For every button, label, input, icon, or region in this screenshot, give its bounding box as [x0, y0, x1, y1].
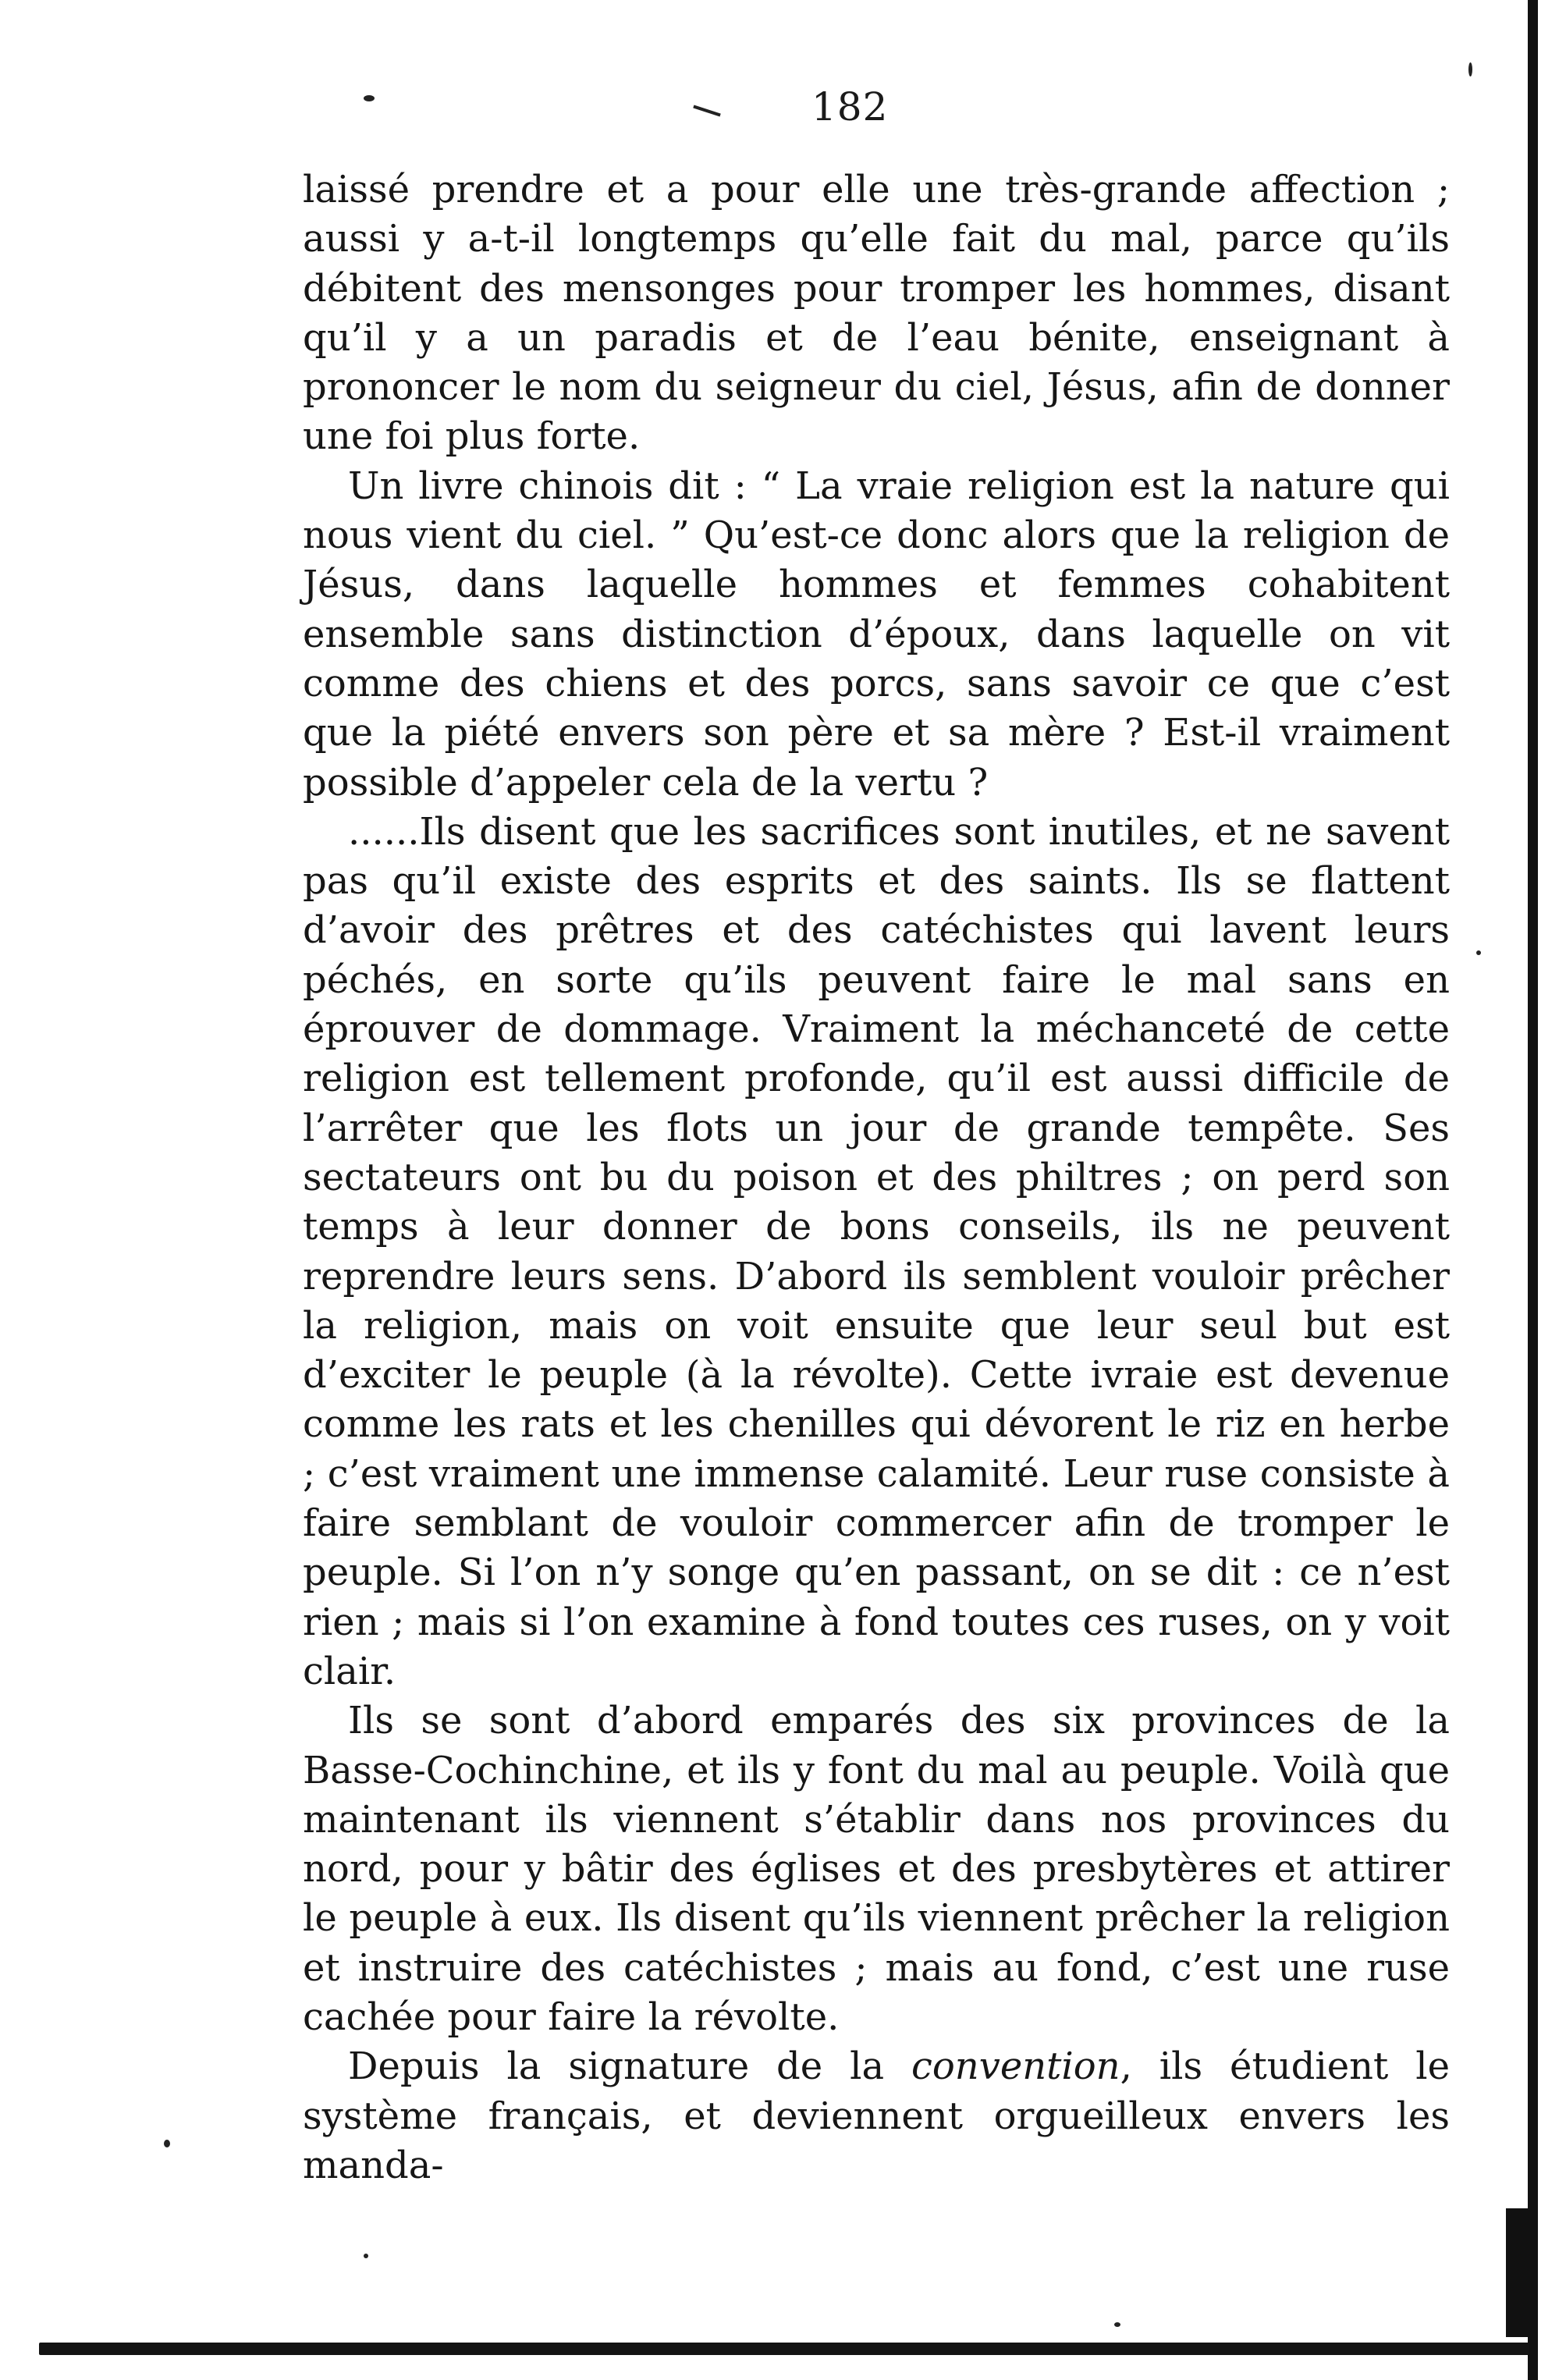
paragraph-5-start: Depuis la signature de la [348, 2044, 911, 2089]
scan-speck [164, 2140, 170, 2147]
page-number: 182 [811, 84, 889, 130]
paragraph-1: laissé prendre et a pour elle une très-grande affection ; aussi y a-t-il longtemps qu’elle fait du mal, parce qu’ils débitent des mensonges pour tromper les hommes, disant qu’il y a un paradis et de l’eau bénite, enseignant à prononcer le nom du seigneur du ciel, Jésus, afin de donner une foi plus forte. [303, 168, 1450, 459]
paragraph-5-emphasis: convention [911, 2044, 1120, 2089]
scan-right-border [1528, 0, 1538, 2380]
paragraph-5 [303, 2042, 1450, 2190]
paragraph-5-end: , ils étudient le système français, et deviennent orgueilleux envers les manda- [303, 2044, 1451, 2187]
body-text [303, 165, 1450, 2190]
scan-speck [1114, 2322, 1120, 2327]
scan-speck [364, 2254, 368, 2258]
scan-bottom-edge [39, 2343, 1529, 2355]
scan-speck [1468, 62, 1472, 76]
paragraph-3: ......Ils disent que les sacrifices sont inutiles, et ne savent pas qu’il existe des esprits et des saints. Ils se flattent d’avoir des prêtres et des catéchistes qui lavent leurs péchés, en sorte qu’ils peuvent faire le mal sans en éprouver de dommage. Vraiment la méchanceté de cette religion est tellement profonde, qu’il est aussi difficile de l’arrêter que les flots un jour de grande tempête. Ses sectateurs ont bu du poison et des philtres ; on perd son temps à leur donner de bons conseils, ils ne peuvent reprendre leurs sens. D’abord ils semblent vouloir prêcher la religion, mais on voit ensuite que leur seul but est d’exciter le peuple (à la révolte). Cette ivraie est devenue comme les rats et les chenilles qui dévorent le riz en herbe ; c’est vraiment une immense calamité. Leur ruse consiste à faire semblant de vouloir commercer afin de tromper le peuple. Si l’on n’y songe qu’en passant, on se dit : ce n’est rien ; mais si l’on examine à fond toutes ces ruses, on y voit clair. [303, 809, 1450, 1693]
scan-speck [1476, 950, 1481, 955]
paragraph-4: Ils se sont d’abord emparés des six provinces de la Basse-Cochinchine, et ils y font du mal au peuple. Voilà que maintenant ils viennent s’établir dans nos provinces du nord, pour y bâtir des églises et des presbytères et attirer le peuple à eux. Ils disent qu’ils viennent prêcher la religion et instruire des catéchistes ; mais au fond, c’est une ruse cachée pour faire la révolte. [303, 1699, 1450, 2039]
scan-speck [364, 95, 375, 101]
scan-right-border-foot [1506, 2208, 1528, 2337]
header-mark [693, 105, 720, 117]
paragraph-2: Un livre chinois dit : “ La vraie religion est la nature qui nous vient du ciel. ” Qu’est-ce donc alors que la religion de Jésus, dans laquelle hommes et femmes cohabitent ensemble sans distinction d’époux, dans laquelle on vit comme des chiens et des porcs, sans savoir ce que c’est que la piété envers son père et sa mère ? Est-il vraiment possible d’appeler cela de la vertu ? [303, 464, 1450, 805]
